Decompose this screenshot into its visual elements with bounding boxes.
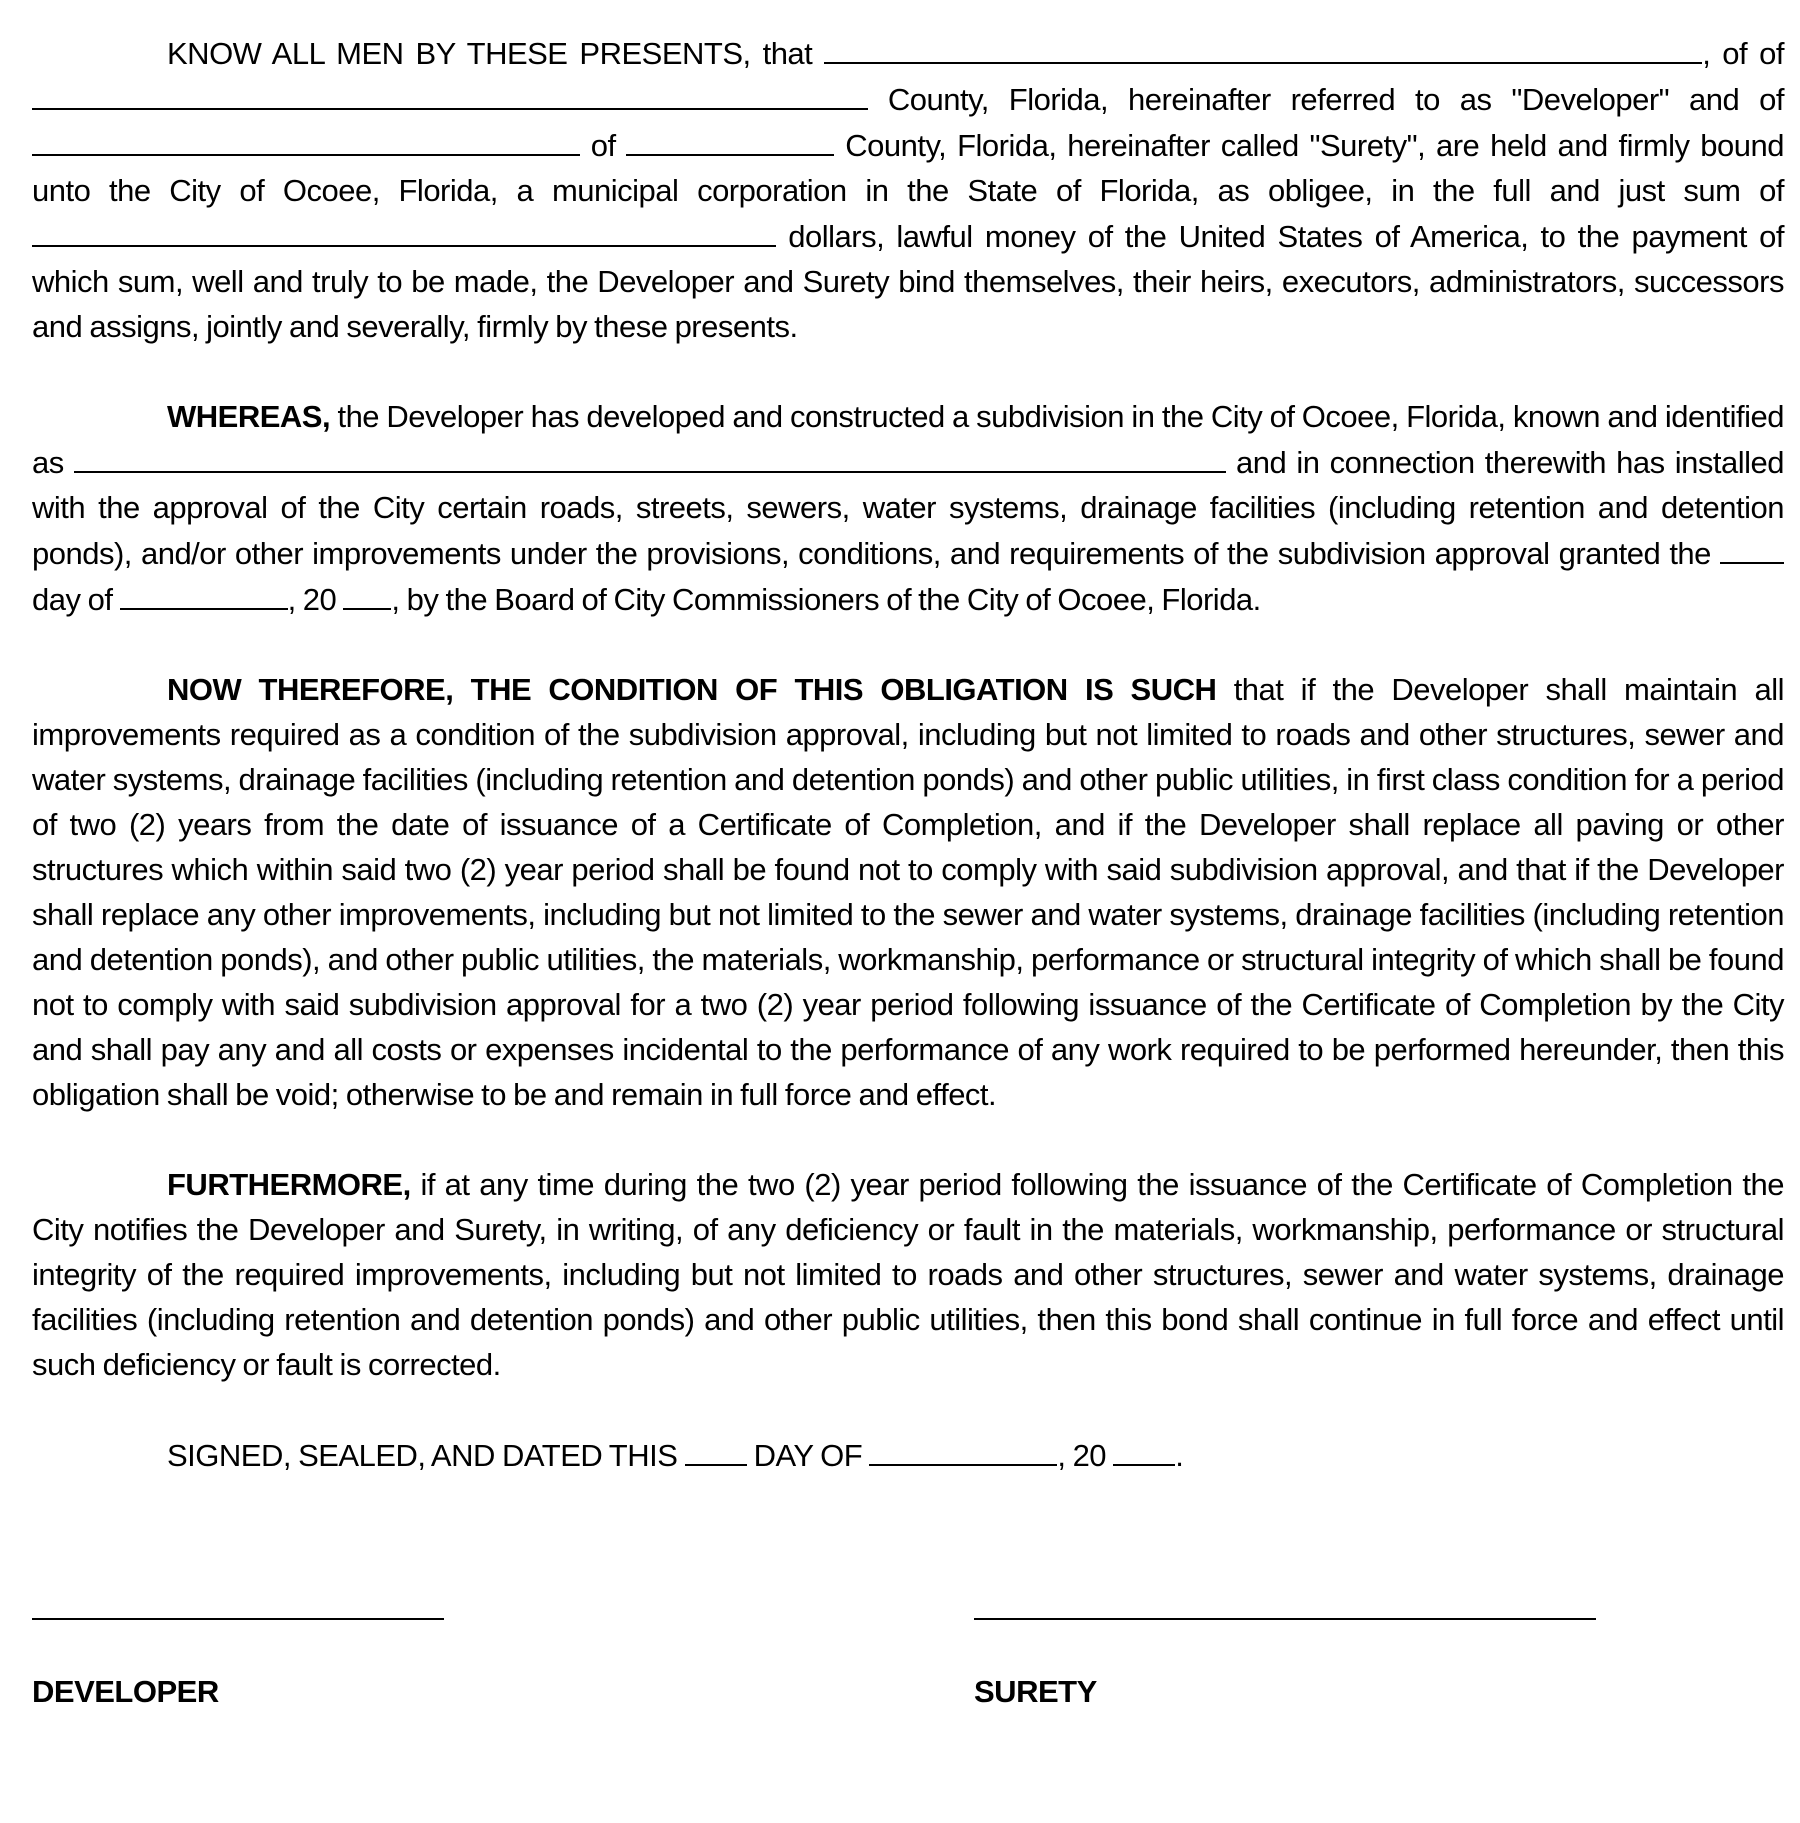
paragraph-now-therefore bbox=[32, 667, 1784, 1117]
p1-text-5: of bbox=[1759, 82, 1784, 117]
signed-year-blank bbox=[1113, 1432, 1175, 1466]
developer-county-blank bbox=[32, 76, 868, 110]
p5-text-1: SIGNED, SEALED, AND DATED THIS bbox=[167, 1438, 678, 1473]
developer-name-blank bbox=[824, 30, 1702, 64]
p1-text-8: dollars, lawful money of the United States of America, to the payment of which sum, well and truly to be made, the Developer and Surety bind themselves, their heirs, executors, administrators, successors and assigns, jointly and severally, firmly by these presents. bbox=[32, 219, 1784, 344]
p5-text-4: . bbox=[1175, 1438, 1184, 1473]
p2-text-3: day of bbox=[32, 582, 113, 617]
signed-month-blank bbox=[869, 1432, 1057, 1466]
p3-text-1: that if the Developer shall maintain all improvements required as a condition of the subdivision approval, including but not limited to roads and other structures, sewer and water systems, drainage facilities (including retention and detention ponds) and other public utilities, in first class condition for a period of two (2) years from the date of issuance of a Certificate of Completion, and if the Developer shall replace all paving or other structures which within said two (2) year period shall be found not to comply with said subdivision approval, and that if the Developer shall replace any other improvements, including but not limited to the sewer and water systems, drainage facilities (including retention and detention ponds), and other public utilities, the materials, workmanship, performance or structural integrity of which shall be found not to comply with said subdivision approval for a two (2) year period following issuance of the Certificate of Completion by the City and shall pay any and all costs or expenses incidental to the performance of any work required to be performed hereunder, then this obligation shall be void; otherwise to be and remain in full force and effect. bbox=[32, 672, 1784, 1112]
approval-year-blank bbox=[343, 576, 391, 610]
p1-text-4: County, Florida, hereinafter referred to as "Developer" and bbox=[887, 82, 1740, 117]
p5-text-3: , 20 bbox=[1057, 1438, 1107, 1473]
signature-block bbox=[32, 1523, 1784, 1823]
p2-text-2: and in connection therewith has installed with the approval of the City certain roads, streets, sewers, water systems, drainage facilities (including retention and detention ponds), and/or other improvements under the provisions, conditions, and requirements of the subdivision approval granted the bbox=[32, 445, 1784, 571]
p1-text-1: KNOW ALL MEN BY THESE PRESENTS, that bbox=[167, 36, 813, 71]
paragraph-signed-sealed bbox=[32, 1432, 1784, 1478]
paragraph-whereas bbox=[32, 394, 1784, 622]
p1-text-7: County, Florida, hereinafter called "Surety", are held and firmly bound unto the City of Ocoee, Florida, a municipal corporation in the State of Florida, as obligee, in the full and just sum of bbox=[32, 128, 1784, 208]
bond-document bbox=[32, 30, 1784, 1823]
developer-signature-line bbox=[32, 1618, 444, 1620]
now-therefore-heading: NOW THEREFORE, THE CONDITION OF THIS OBLIGATION IS SUCH bbox=[167, 672, 1217, 707]
p1-text-6: of bbox=[590, 128, 616, 163]
surety-signature-line bbox=[974, 1618, 1596, 1620]
signed-day-blank bbox=[685, 1432, 747, 1466]
p2-text-5: , by the Board of City Commissioners of the City of Ocoee, Florida. bbox=[391, 582, 1261, 617]
surety-name-blank bbox=[32, 122, 580, 156]
approval-month-blank bbox=[120, 576, 288, 610]
paragraph-know-all-men bbox=[32, 30, 1784, 349]
approval-day-blank bbox=[1720, 530, 1784, 564]
p2-text-4: , 20 bbox=[287, 582, 337, 617]
p1-text-2: , of bbox=[1702, 36, 1748, 71]
bond-amount-blank bbox=[32, 213, 776, 247]
developer-label: DEVELOPER bbox=[32, 1674, 219, 1709]
p4-text-1: if at any time during the two (2) year period following the issuance of the Certificate of Completion the City notifies the Developer and Surety, in writing, of any deficiency or fault in the materials, workmanship, performance or structural integrity of the required improvements, including but not limited to roads and other structures, sewer and water systems, drainage facilities (including retention and detention ponds) and other public utilities, then this bond shall continue in full force and effect until such deficiency or fault is corrected. bbox=[32, 1167, 1784, 1382]
furthermore-heading: FURTHERMORE, bbox=[167, 1167, 411, 1202]
p2-text-1: the Developer has developed and constructed a subdivision in the City of Ocoee, Florida, known and identified as bbox=[32, 399, 1784, 480]
subdivision-name-blank bbox=[74, 439, 1226, 473]
surety-label: SURETY bbox=[974, 1674, 1097, 1709]
whereas-heading: WHEREAS, bbox=[167, 399, 331, 434]
p1-text-3: of bbox=[1759, 36, 1784, 71]
surety-county-blank bbox=[626, 122, 834, 156]
p5-text-2: DAY OF bbox=[753, 1438, 863, 1473]
paragraph-furthermore bbox=[32, 1162, 1784, 1387]
